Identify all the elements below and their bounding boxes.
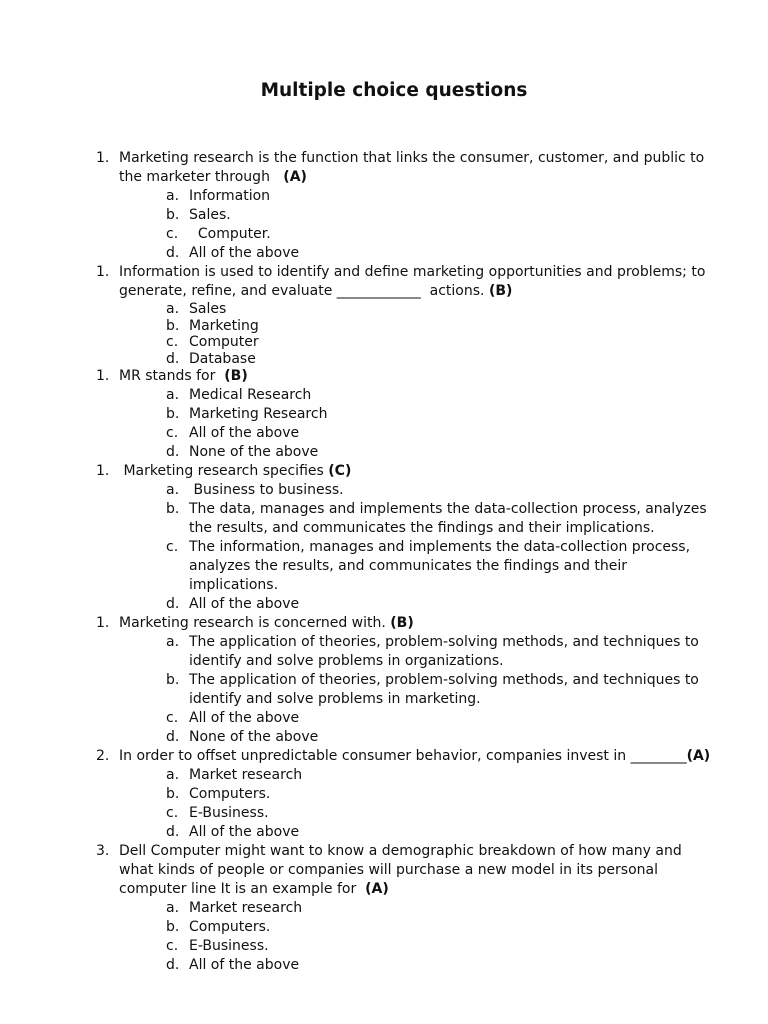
answer-key: (B) <box>390 615 414 631</box>
option-text: All of the above <box>189 710 300 726</box>
option-text: Sales <box>189 301 227 317</box>
option-item <box>119 318 716 335</box>
option-item <box>119 728 716 747</box>
option-list <box>119 386 716 462</box>
option-text: Computers. <box>189 786 271 802</box>
option-item <box>119 937 716 956</box>
option-letter: b. <box>166 406 180 422</box>
option-item <box>119 899 716 918</box>
option-item <box>119 301 716 318</box>
option-text: The application of theories, problem-solving methods, and techniques to identify and solve problems in marketing. <box>189 672 699 707</box>
option-text: Medical Research <box>189 387 312 403</box>
answer-key: (A) <box>365 881 389 897</box>
option-letter: b. <box>166 207 180 223</box>
option-text: None of the above <box>189 729 319 745</box>
option-letter: a. <box>166 482 180 498</box>
option-item <box>119 334 716 351</box>
option-letter: b. <box>166 919 180 935</box>
option-item <box>119 481 716 500</box>
option-item <box>119 187 716 206</box>
option-item <box>119 443 716 462</box>
option-letter: d. <box>166 245 180 261</box>
option-letter: b. <box>166 317 180 334</box>
question-text: Marketing research is concerned with. <box>119 615 391 631</box>
option-item <box>119 785 716 804</box>
option-letter: a. <box>166 767 180 783</box>
option-letter: d. <box>166 957 180 973</box>
option-text: All of the above <box>189 245 300 261</box>
option-text: All of the above <box>189 596 300 612</box>
option-item <box>119 405 716 424</box>
option-letter: a. <box>166 188 180 204</box>
page-title: Multiple choice questions <box>260 80 528 101</box>
question-number: 1. <box>96 150 110 166</box>
option-letter: c. <box>166 710 179 726</box>
option-text: All of the above <box>189 425 300 441</box>
option-text: Business to business. <box>189 482 344 498</box>
answer-key: (B) <box>224 368 248 384</box>
option-item <box>119 424 716 443</box>
option-item <box>119 633 716 671</box>
question-number: 1. <box>96 368 110 384</box>
option-text: Marketing Research <box>189 406 328 422</box>
question-number: 2. <box>96 748 110 764</box>
option-text: Marketing <box>189 317 259 334</box>
option-text: The data, manages and implements the data-collection process, analyzes the results, and communicates the findings and their implications. <box>189 501 707 536</box>
option-text: Database <box>189 350 256 367</box>
option-letter: c. <box>166 226 179 242</box>
option-text: Computers. <box>189 919 271 935</box>
option-list <box>119 187 716 263</box>
option-letter: c. <box>166 539 179 555</box>
option-text: All of the above <box>189 824 300 840</box>
question-item <box>96 842 716 975</box>
option-text: The information, manages and implements the data-collection process, analyzes the results, and communicates the findings and their implications. <box>189 539 691 593</box>
option-item <box>119 595 716 614</box>
question-item <box>96 614 716 747</box>
option-letter: c. <box>166 938 179 954</box>
question-item <box>96 263 716 367</box>
option-item <box>119 956 716 975</box>
option-item <box>119 918 716 937</box>
option-text: Information <box>189 188 271 204</box>
option-item <box>119 671 716 709</box>
question-number: 1. <box>96 615 110 631</box>
option-letter: c. <box>166 334 179 350</box>
option-text: Market research <box>189 767 303 783</box>
question-text: MR stands for <box>119 368 225 384</box>
answer-key: (B) <box>488 283 513 299</box>
question-item <box>96 747 716 842</box>
option-item <box>119 709 716 728</box>
question-number: 3. <box>96 843 110 859</box>
option-text: Computer. <box>189 226 271 242</box>
option-item <box>119 823 716 842</box>
option-letter: d. <box>166 729 180 745</box>
option-text: Market research <box>189 900 303 916</box>
option-letter: d. <box>166 350 180 367</box>
option-letter: d. <box>166 824 180 840</box>
option-list <box>119 481 716 614</box>
option-letter: d. <box>166 444 180 460</box>
option-item <box>119 206 716 225</box>
option-item <box>119 386 716 405</box>
option-letter: a. <box>166 900 180 916</box>
option-text: Computer <box>189 334 259 350</box>
answer-key: (A) <box>283 169 307 185</box>
option-item <box>119 225 716 244</box>
option-item <box>119 500 716 538</box>
option-item <box>119 766 716 785</box>
option-list <box>119 633 716 747</box>
question-item <box>96 462 716 614</box>
question-text: Dell Computer might want to know a demographic breakdown of how many and what kinds of people or companies will purchase a new model in its personal computer line It is an example for <box>119 843 687 897</box>
option-letter: a. <box>166 634 180 650</box>
option-letter: a. <box>166 301 180 317</box>
question-item <box>96 367 716 462</box>
option-letter: c. <box>166 805 179 821</box>
answer-key: (A) <box>686 748 711 764</box>
question-list <box>96 149 716 975</box>
option-item <box>119 351 716 368</box>
option-text: None of the above <box>189 444 319 460</box>
option-text: The application of theories, problem-solving methods, and techniques to identify and solve problems in organizations. <box>189 634 699 669</box>
option-letter: c. <box>166 425 179 441</box>
option-text: Sales. <box>189 207 231 223</box>
answer-key: (C) <box>328 463 352 479</box>
option-list <box>119 301 716 367</box>
question-text: Marketing research is the function that links the consumer, customer, and public to the marketer through <box>119 150 709 185</box>
option-list <box>119 766 716 842</box>
question-text: Information is used to identify and define marketing opportunities and problems; to generate, refine, and evaluate ____________ actions. <box>119 264 710 299</box>
option-text: E-Business. <box>189 805 269 821</box>
question-number: 1. <box>96 463 110 479</box>
option-item <box>119 244 716 263</box>
option-letter: b. <box>166 501 180 517</box>
question-text: In order to offset unpredictable consumer behavior, companies invest in ________ <box>119 748 687 764</box>
question-text: Marketing research specifies <box>119 463 329 479</box>
option-list <box>119 899 716 975</box>
option-letter: b. <box>166 672 180 688</box>
option-item <box>119 538 716 595</box>
option-letter: d. <box>166 596 180 612</box>
question-number: 1. <box>96 264 110 280</box>
option-letter: b. <box>166 786 180 802</box>
option-text: All of the above <box>189 957 300 973</box>
option-letter: a. <box>166 387 180 403</box>
option-item <box>119 804 716 823</box>
question-item <box>96 149 716 263</box>
option-text: E-Business. <box>189 938 269 954</box>
